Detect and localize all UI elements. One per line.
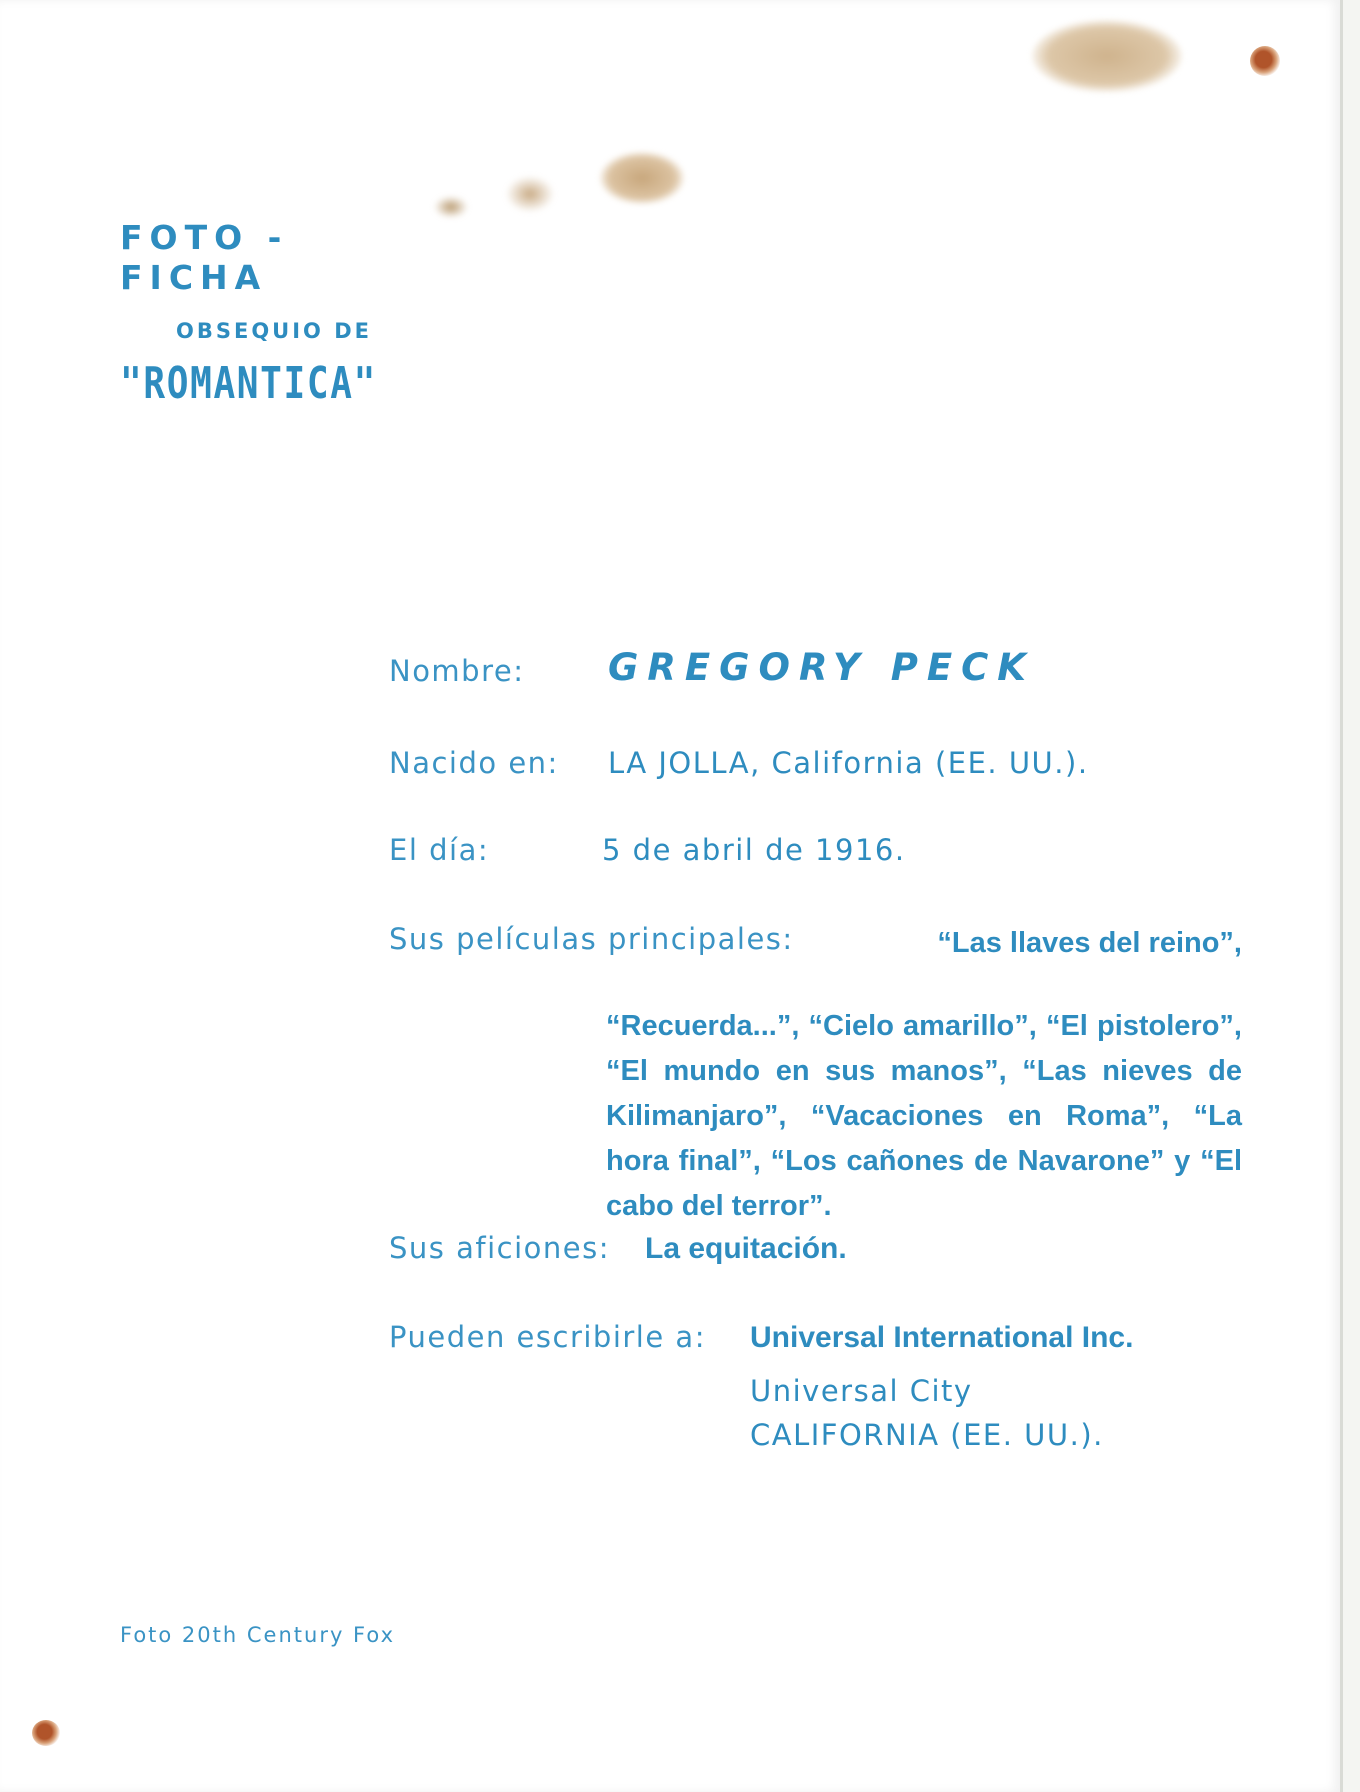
stain-mark [1032, 20, 1182, 92]
magazine-brand: "ROMANTICA" [120, 358, 377, 409]
films-list: “Recuerda...”, “Cielo amarillo”, “El pistolero”, “El mundo en sus manos”, “Las nieves de Kilimanjaro”, “Vacaciones en Roma”, “La hora final”, “Los cañones de Navarone” y “El cabo del terror”. [606, 1010, 1242, 1222]
films-first-title: “Las llaves del reino”, [937, 927, 1242, 959]
name-value: GREGORY PECK [608, 646, 1035, 689]
hobbies-label: Sus aficiones: [389, 1231, 610, 1265]
hobbies-value: La equitación. [645, 1232, 847, 1265]
pin-hole [1250, 46, 1280, 76]
write-label: Pueden escribirle a: [389, 1320, 706, 1354]
address-line-3: CALIFORNIA (EE. UU.). [750, 1418, 1104, 1452]
born-label: Nacido en: [389, 746, 559, 780]
pin-hole [32, 1720, 60, 1746]
header-block [120, 218, 450, 408]
photo-credit: Foto 20th Century Fox [120, 1623, 396, 1647]
date-value: 5 de abril de 1916. [602, 833, 906, 867]
name-label: Nombre: [389, 654, 525, 688]
born-value: LA JOLLA, California (EE. UU.). [608, 746, 1089, 780]
stain-mark [506, 176, 554, 212]
films-label: Sus películas principales: [389, 922, 794, 956]
card-title: FOTO - FICHA [120, 218, 289, 297]
address-line-1: Universal International Inc. [750, 1321, 1134, 1354]
stain-mark [600, 152, 684, 204]
card-subtitle: OBSEQUIO DE [176, 319, 372, 343]
stain-mark [434, 196, 468, 218]
date-label: El día: [389, 833, 490, 867]
address-line-2: Universal City [750, 1374, 973, 1408]
